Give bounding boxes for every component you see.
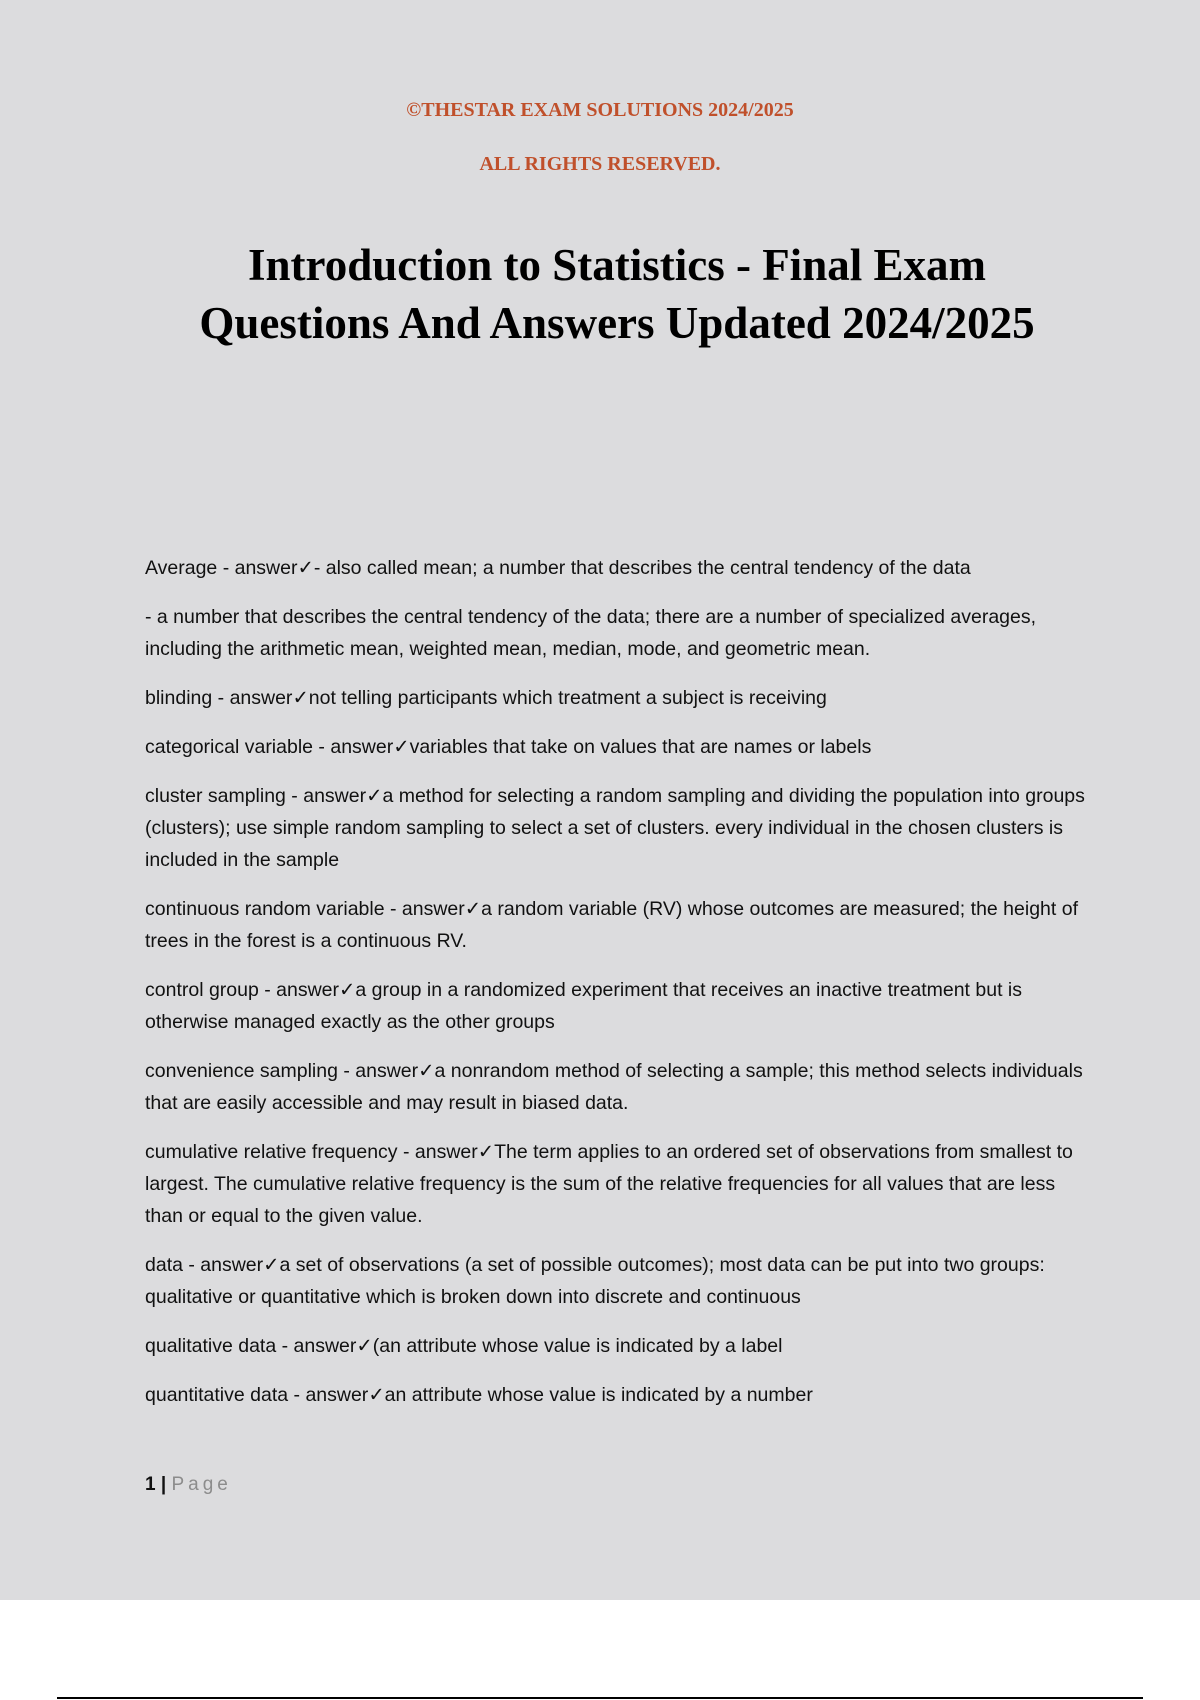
entry-term: categorical variable: [145, 736, 314, 758]
entry-answer-label: - answer: [337, 1060, 419, 1082]
entry-definition: a set of observations (a set of possible outcomes); most data can be put into two groups: qualitative or quantitative which is broken down into discrete and continuous: [145, 1254, 1045, 1308]
entry-answer-label: - answer: [276, 1335, 357, 1357]
entry-definition: - also called mean; a number that describes the central tendency of the data: [313, 557, 971, 579]
entry-term: Average: [145, 557, 218, 579]
checkmark-icon: ✓: [339, 978, 356, 1001]
glossary-entry: [145, 1249, 1095, 1313]
checkmark-icon: ✓: [356, 1334, 373, 1357]
entry-term: blinding: [145, 687, 213, 709]
glossary-entry: [145, 893, 1095, 957]
entry-definition: a group in a randomized experiment that receives an inactive treatment but is otherwise managed exactly as the other groups: [145, 979, 1022, 1033]
footer-separator: |: [155, 1474, 172, 1495]
glossary-entry: [145, 974, 1095, 1038]
entry-definition: a random variable (RV) whose outcomes are measured; the height of trees in the forest is a continuous RV.: [145, 898, 1078, 952]
entry-definition: (an attribute whose value is indicated by a label: [372, 1335, 783, 1357]
entry-answer-label: - answer: [384, 898, 465, 920]
entry-term: control group: [145, 979, 259, 1001]
glossary-entry: [145, 1055, 1095, 1119]
page-footer: [145, 1474, 232, 1496]
entry-answer-label: - answer: [258, 979, 340, 1001]
entry-definition: variables that take on values that are names or labels: [409, 736, 872, 758]
page-number: 1: [145, 1474, 156, 1495]
title-line-2: Questions And Answers Updated 2024/2025: [199, 298, 1035, 348]
checkmark-icon: ✓: [464, 897, 482, 920]
glossary-entry: [145, 731, 1095, 763]
glossary-entry: [145, 601, 1095, 665]
entry-answer-label: - answer: [212, 687, 293, 709]
checkmark-icon: ✓: [477, 1140, 495, 1163]
entry-definition: not telling participants which treatment a subject is receiving: [308, 687, 827, 709]
checkmark-icon: ✓: [292, 686, 309, 709]
checkmark-icon: ✓: [297, 556, 314, 579]
checkmark-icon: ✓: [368, 1383, 385, 1406]
entry-definition: a nonrandom method of selecting a sample; this method selects individuals that are easily accessible and may result in biased data.: [145, 1060, 1083, 1114]
glossary-entry: [145, 1379, 1095, 1411]
entry-term: data: [145, 1254, 183, 1276]
checkmark-icon: ✓: [393, 735, 410, 758]
checkmark-icon: ✓: [366, 784, 383, 807]
entry-definition: The term applies to an ordered set of observations from smallest to largest. The cumulative relative frequency is the sum of the relative frequencies for all values that are less than or equal to the given value.: [145, 1141, 1073, 1227]
glossary-entry: [145, 1330, 1095, 1362]
glossary-entry: [145, 780, 1095, 876]
glossary-entry: [145, 1136, 1095, 1232]
next-page-divider: [57, 1697, 1143, 1699]
entry-term: convenience sampling: [145, 1060, 338, 1082]
checkmark-icon: ✓: [263, 1253, 280, 1276]
entry-term: cumulative relative frequency: [145, 1141, 398, 1163]
entry-answer-label: - answer: [313, 736, 394, 758]
entry-term: quantitative data: [145, 1384, 289, 1406]
entry-answer-label: - answer: [182, 1254, 264, 1276]
entry-definition: - a number that describes the central tendency of the data; there are a number of specialized averages, including the arithmetic mean, weighted mean, median, mode, and geometric mean.: [145, 606, 1037, 660]
entry-definition: an attribute whose value is indicated by a number: [384, 1384, 813, 1406]
rights-reserved-notice: ALL RIGHTS RESERVED.: [479, 153, 721, 175]
entry-answer-label: - answer: [285, 785, 367, 807]
glossary-list: [145, 552, 1095, 1428]
entry-term: continuous random variable: [145, 898, 385, 920]
entry-answer-label: - answer: [217, 557, 298, 579]
entry-answer-label: - answer: [288, 1384, 369, 1406]
entry-answer-label: - answer: [397, 1141, 478, 1163]
entry-definition: a method for selecting a random sampling and dividing the population into groups (clusters); use simple random sampling to select a set of clusters. every individual in the chosen clusters is included in the sample: [145, 785, 1085, 871]
entry-term: cluster sampling: [145, 785, 286, 807]
title-line-1: Introduction to Statistics - Final Exam: [248, 240, 986, 290]
entry-term: qualitative data: [145, 1335, 277, 1357]
checkmark-icon: ✓: [418, 1059, 435, 1082]
document-title: [0, 236, 1200, 352]
glossary-entry: [145, 682, 1095, 714]
copyright-notice: ©THESTAR EXAM SOLUTIONS 2024/2025: [406, 99, 794, 121]
page-label: Page: [171, 1474, 232, 1495]
glossary-entry: [145, 552, 1095, 584]
